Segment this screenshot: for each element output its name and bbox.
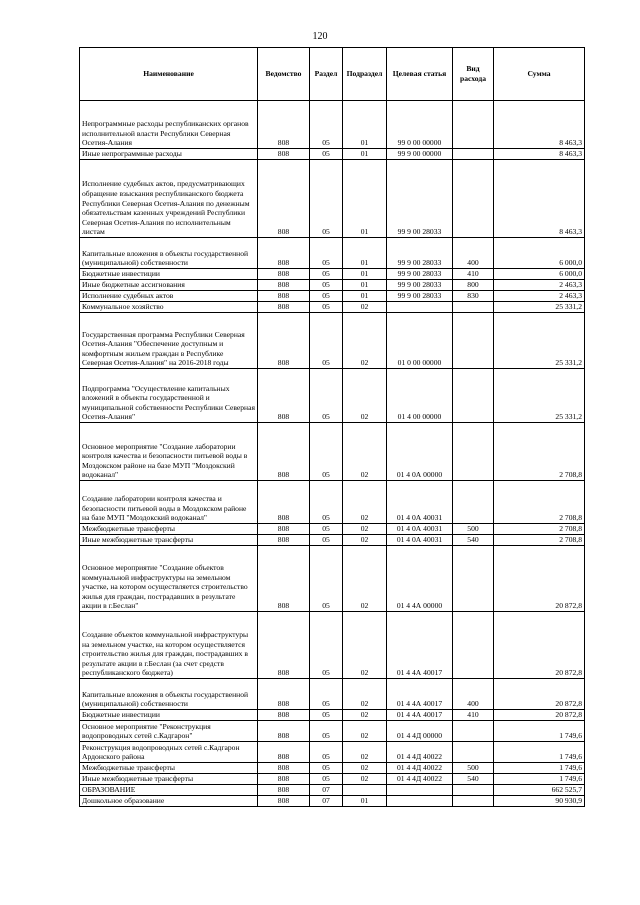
cell-sum: 6 000,0 [494,238,585,269]
cell-name: Основное мероприятие "Создание лаборатории контроля качества и безопасности питьевой воды в Моздокском районе на базе МУП "Моздокский водоканал" [80,423,258,481]
cell-department: 808 [258,679,310,710]
cell-department: 808 [258,535,310,546]
cell-subsection: 02 [343,742,387,763]
cell-target-article: 01 0 00 00000 [387,313,453,369]
cell-section: 05 [310,313,343,369]
cell-sum: 1 749,6 [494,774,585,785]
cell-name: Капитальные вложения в объекты государственной (муниципальной) собственности [80,238,258,269]
cell-department: 808 [258,238,310,269]
cell-section: 05 [310,302,343,313]
cell-target-article: 01 4 4Д 40022 [387,742,453,763]
cell-department: 808 [258,612,310,679]
table-row [80,524,585,535]
cell-section: 05 [310,742,343,763]
cell-sum: 20 872,8 [494,679,585,710]
cell-section: 07 [310,796,343,807]
header-sum: Сумма [494,48,585,101]
cell-section: 05 [310,369,343,423]
cell-name: Создание лаборатории контроля качества и безопасности питьевой воды в Моздокском районе на базе МУП "Моздокский водоканал" [80,481,258,524]
cell-subsection: 01 [343,291,387,302]
cell-name: Реконструкция водопроводных сетей с.Кадгарон Ардонского района [80,742,258,763]
cell-section: 05 [310,101,343,149]
cell-subsection: 02 [343,710,387,721]
table-row [80,535,585,546]
cell-section: 05 [310,679,343,710]
cell-section: 05 [310,546,343,612]
cell-name: Основное мероприятие "Реконструкция водопроводных сетей с.Кадгарон" [80,721,258,742]
table-row [80,774,585,785]
cell-section: 07 [310,785,343,796]
cell-section: 05 [310,291,343,302]
cell-sum: 25 331,2 [494,369,585,423]
cell-sum: 8 463,3 [494,160,585,238]
cell-target-article: 01 4 4А 40017 [387,710,453,721]
header-department: Ведомство [258,48,310,101]
cell-sum: 1 749,6 [494,721,585,742]
cell-section: 05 [310,721,343,742]
header-section: Раздел [310,48,343,101]
cell-department: 808 [258,369,310,423]
cell-section: 05 [310,710,343,721]
cell-target-article: 99 9 00 28033 [387,269,453,280]
cell-target-article: 01 4 0А 40031 [387,524,453,535]
table-row [80,423,585,481]
cell-sum: 2 463,3 [494,291,585,302]
cell-section: 05 [310,423,343,481]
cell-sum: 20 872,8 [494,710,585,721]
cell-department: 808 [258,524,310,535]
cell-department: 808 [258,546,310,612]
cell-expense-type: 540 [453,774,494,785]
cell-subsection: 02 [343,535,387,546]
table-row [80,302,585,313]
cell-subsection: 02 [343,763,387,774]
cell-sum: 2 708,8 [494,481,585,524]
cell-target-article: 01 4 4А 00000 [387,546,453,612]
cell-target-article: 99 9 00 28033 [387,291,453,302]
cell-section: 05 [310,524,343,535]
cell-target-article: 01 4 0А 40031 [387,535,453,546]
cell-department: 808 [258,423,310,481]
cell-name: Исполнение судебных актов [80,291,258,302]
cell-expense-type: 800 [453,280,494,291]
cell-section: 05 [310,269,343,280]
cell-department: 808 [258,149,310,160]
cell-sum: 2 463,3 [494,280,585,291]
cell-section: 05 [310,535,343,546]
cell-expense-type [453,721,494,742]
cell-department: 808 [258,160,310,238]
cell-subsection: 02 [343,302,387,313]
cell-expense-type: 500 [453,763,494,774]
header-target-article: Целевая статья [387,48,453,101]
cell-target-article: 99 9 00 28033 [387,238,453,269]
cell-name: Иные непрограммные расходы [80,149,258,160]
cell-department: 808 [258,481,310,524]
cell-department: 808 [258,742,310,763]
cell-subsection: 01 [343,160,387,238]
cell-expense-type [453,149,494,160]
cell-subsection: 02 [343,546,387,612]
cell-sum: 20 872,8 [494,612,585,679]
cell-sum: 2 708,8 [494,423,585,481]
table-row [80,291,585,302]
table-row [80,369,585,423]
cell-sum: 2 708,8 [494,524,585,535]
cell-name: Иные межбюджетные трансферты [80,774,258,785]
cell-target-article: 01 4 4Д 00000 [387,721,453,742]
cell-target-article: 01 4 4Д 40022 [387,774,453,785]
cell-expense-type [453,369,494,423]
cell-name: Основное мероприятие "Создание объектов коммунальной инфраструктуры на земельном участке, на котором осуществляется строительство жилья для граждан, пострадавших в результате акции в г.Беслан" [80,546,258,612]
cell-department: 808 [258,796,310,807]
cell-section: 05 [310,481,343,524]
cell-name: Иные межбюджетные трансферты [80,535,258,546]
cell-expense-type [453,612,494,679]
cell-subsection: 02 [343,369,387,423]
cell-target-article: 01 4 00 00000 [387,369,453,423]
table-row [80,269,585,280]
cell-expense-type [453,546,494,612]
cell-subsection: 02 [343,481,387,524]
cell-department: 808 [258,710,310,721]
cell-sum: 20 872,8 [494,546,585,612]
table-row [80,481,585,524]
cell-target-article: 99 0 00 00000 [387,101,453,149]
table-row [80,785,585,796]
cell-expense-type [453,160,494,238]
cell-department: 808 [258,101,310,149]
cell-department: 808 [258,785,310,796]
cell-department: 808 [258,291,310,302]
cell-department: 808 [258,302,310,313]
cell-target-article: 99 9 00 28033 [387,160,453,238]
cell-target-article: 01 4 0А 00000 [387,423,453,481]
table-row [80,763,585,774]
cell-name: Исполнение судебных актов, предусматривающих обращение взыскания республиканского бюджета Республики Северная Осетия-Алания по денежным обязательствам казенных учреждений Республики Северная Осетия-Алания по исполнительным листам [80,160,258,238]
cell-name: Капитальные вложения в объекты государственной (муниципальной) собственности [80,679,258,710]
table-row [80,280,585,291]
cell-subsection: 01 [343,238,387,269]
table-row [80,796,585,807]
cell-subsection: 01 [343,269,387,280]
cell-name: Создание объектов коммунальной инфраструктуры на земельном участке, на котором осуществляется строительство жилья для граждан, пострадавших в результате акции в г.Беслан (за счет средств республиканского бюджета) [80,612,258,679]
cell-sum: 1 749,6 [494,742,585,763]
cell-name: Межбюджетные трансферты [80,524,258,535]
table-row [80,721,585,742]
cell-department: 808 [258,721,310,742]
cell-name: ОБРАЗОВАНИЕ [80,785,258,796]
cell-expense-type: 410 [453,269,494,280]
cell-subsection: 02 [343,612,387,679]
cell-expense-type: 410 [453,710,494,721]
table-row [80,612,585,679]
table-row [80,710,585,721]
cell-target-article: 01 4 0А 40031 [387,481,453,524]
cell-target-article [387,796,453,807]
cell-section: 05 [310,612,343,679]
cell-sum: 90 930,9 [494,796,585,807]
cell-department: 808 [258,280,310,291]
cell-expense-type: 400 [453,238,494,269]
cell-name: Дошкольное образование [80,796,258,807]
cell-name: Государственная программа Республики Северная Осетия-Алания "Обеспечение доступным и комфортным жильем граждан в Республике Северная Осетия-Алания" на 2016-2018 годы [80,313,258,369]
cell-target-article: 99 9 00 00000 [387,149,453,160]
cell-expense-type: 830 [453,291,494,302]
cell-expense-type: 400 [453,679,494,710]
cell-subsection: 02 [343,423,387,481]
table-row [80,313,585,369]
cell-subsection: 01 [343,796,387,807]
cell-target-article [387,785,453,796]
cell-section: 05 [310,763,343,774]
header-subsection: Подраздел [343,48,387,101]
cell-section: 05 [310,774,343,785]
cell-subsection: 02 [343,721,387,742]
cell-name: Коммунальное хозяйство [80,302,258,313]
cell-expense-type: 540 [453,535,494,546]
cell-expense-type [453,742,494,763]
table-row [80,238,585,269]
cell-subsection: 02 [343,313,387,369]
header-name: Наименование [80,48,258,101]
cell-name: Непрограммные расходы республиканских органов исполнительной власти Республики Северная Осетия-Алания [80,101,258,149]
cell-target-article [387,302,453,313]
cell-sum: 2 708,8 [494,535,585,546]
table-row [80,546,585,612]
header-expense-type: Вид расхода [453,48,494,101]
cell-expense-type [453,313,494,369]
cell-sum: 25 331,2 [494,313,585,369]
cell-subsection [343,785,387,796]
cell-name: Подпрограмма "Осуществление капитальных вложений в объекты государственной и муниципальной собственности Республики Северная Осетия-Алания" [80,369,258,423]
budget-table [79,47,585,807]
cell-subsection: 02 [343,774,387,785]
cell-expense-type [453,302,494,313]
cell-target-article: 99 9 00 28033 [387,280,453,291]
table-row [80,149,585,160]
cell-subsection: 02 [343,679,387,710]
cell-sum: 662 525,7 [494,785,585,796]
table-row [80,101,585,149]
cell-subsection: 01 [343,101,387,149]
cell-sum: 6 000,0 [494,269,585,280]
cell-expense-type [453,796,494,807]
cell-name: Бюджетные инвестиции [80,269,258,280]
cell-section: 05 [310,149,343,160]
cell-sum: 8 463,3 [494,149,585,160]
cell-expense-type [453,423,494,481]
cell-expense-type [453,101,494,149]
table-row [80,679,585,710]
cell-subsection: 01 [343,280,387,291]
cell-sum: 1 749,6 [494,763,585,774]
cell-name: Межбюджетные трансферты [80,763,258,774]
cell-section: 05 [310,160,343,238]
cell-sum: 25 331,2 [494,302,585,313]
cell-target-article: 01 4 4А 40017 [387,679,453,710]
cell-name: Бюджетные инвестиции [80,710,258,721]
cell-subsection: 02 [343,524,387,535]
cell-department: 808 [258,269,310,280]
cell-department: 808 [258,313,310,369]
cell-subsection: 01 [343,149,387,160]
cell-department: 808 [258,763,310,774]
cell-target-article: 01 4 4Д 40022 [387,763,453,774]
cell-expense-type [453,785,494,796]
cell-target-article: 01 4 4А 40017 [387,612,453,679]
page-number: 120 [312,31,328,42]
cell-name: Иные бюджетные ассигнования [80,280,258,291]
cell-expense-type: 500 [453,524,494,535]
cell-section: 05 [310,280,343,291]
cell-sum: 8 463,3 [494,101,585,149]
cell-section: 05 [310,238,343,269]
table-header-row [80,48,585,101]
table-row [80,742,585,763]
cell-department: 808 [258,774,310,785]
table-row [80,160,585,238]
cell-expense-type [453,481,494,524]
